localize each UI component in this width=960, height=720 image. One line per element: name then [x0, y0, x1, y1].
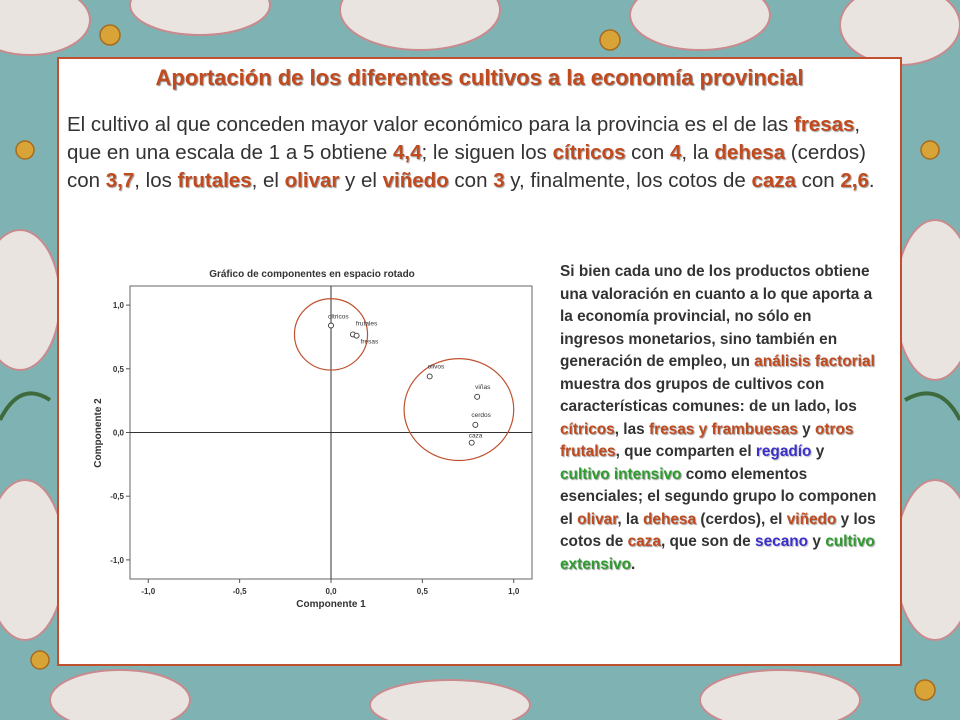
- y-tick-label: 0,5: [112, 364, 124, 374]
- x-axis-label: Componente 1: [296, 599, 366, 610]
- side-text: , que comparten el: [615, 443, 756, 460]
- intro-text: y el: [339, 169, 383, 192]
- intro-highlight: 3,7: [105, 169, 135, 192]
- data-point: [329, 323, 334, 328]
- side-highlight: viñedo: [786, 510, 837, 528]
- side-highlight: dehesa: [643, 510, 697, 528]
- y-tick-label: -1,0: [110, 555, 124, 565]
- component-plot: [87, 257, 537, 622]
- x-tick-label: -0,5: [232, 587, 247, 596]
- point-label: viñas: [475, 383, 491, 391]
- side-highlight: regadío: [755, 443, 812, 460]
- side-text: y los cotos de: [560, 510, 876, 550]
- intro-highlight: olivar: [284, 169, 340, 192]
- y-axis-label: Componente 2: [93, 398, 104, 468]
- intro-highlight: fresas: [794, 113, 855, 136]
- side-text: y: [811, 443, 825, 460]
- side-text: , la: [617, 510, 644, 528]
- side-text: muestra dos grupos de cultivos con características comunes: de un lado, los: [560, 375, 857, 415]
- data-point: [473, 422, 478, 427]
- side-text: y: [808, 533, 826, 550]
- side-highlight: secano: [755, 533, 809, 550]
- intro-text: con: [795, 169, 841, 192]
- data-point: [427, 374, 432, 379]
- intro-highlight: frutales: [177, 169, 252, 192]
- x-tick-label: 0,0: [325, 587, 337, 596]
- data-point: [475, 394, 480, 399]
- side-text: (cerdos), el: [696, 510, 787, 528]
- data-point: [469, 440, 474, 445]
- intro-text: .: [868, 169, 875, 192]
- intro-text: con: [625, 141, 670, 164]
- intro-highlight: dehesa: [714, 141, 786, 164]
- intro-text: , el: [251, 169, 285, 192]
- point-label: caza: [468, 432, 483, 440]
- intro-text: , la: [681, 141, 715, 164]
- x-tick-label: -1,0: [141, 587, 156, 596]
- intro-highlight: 4: [669, 141, 682, 164]
- side-text: .: [631, 555, 636, 573]
- side-highlight: cítricos: [560, 420, 615, 438]
- intro-text: y, finalmente, los cotos de: [504, 169, 752, 192]
- point-label: fresas: [360, 338, 379, 346]
- point-label: cítricos: [328, 313, 349, 321]
- intro-highlight: 2,6: [840, 169, 869, 192]
- chart-title: Gráfico de componentes en espacio rotado: [209, 269, 415, 280]
- content-card: [57, 57, 902, 666]
- side-highlight: olivar: [577, 510, 618, 528]
- point-label: frutales: [355, 320, 378, 328]
- data-point: [354, 333, 359, 338]
- side-text: y: [797, 420, 815, 438]
- intro-text: , que en una escala de 1 a 5 obtiene: [67, 113, 861, 164]
- y-tick-label: -0,5: [110, 492, 124, 502]
- intro-text: ; le siguen los: [421, 141, 553, 164]
- intro-highlight: 4,4: [393, 141, 422, 164]
- side-text: como elementos esenciales; el segundo grupo lo componen el: [560, 465, 877, 528]
- intro-paragraph: [67, 111, 892, 195]
- side-highlight: fresas y frambuesas: [648, 420, 798, 438]
- x-tick-label: 0,5: [416, 587, 428, 596]
- side-highlight: cultivo extensivo: [560, 533, 875, 573]
- side-highlight: caza: [627, 533, 661, 550]
- intro-highlight: cítricos: [552, 141, 626, 164]
- intro-text: (cerdos) con: [67, 141, 866, 192]
- intro-highlight: viñedo: [382, 169, 449, 192]
- intro-text: con: [448, 169, 494, 192]
- intro-text: , los: [134, 169, 178, 192]
- side-text: , que son de: [660, 533, 756, 550]
- intro-highlight: 3: [493, 169, 505, 192]
- side-highlight: análisis factorial: [754, 353, 875, 370]
- point-label: olivos: [427, 363, 445, 371]
- side-paragraph: [560, 261, 878, 576]
- x-tick-label: 1,0: [508, 587, 520, 596]
- y-tick-label: 0,0: [112, 428, 124, 438]
- slide-title: Aportación de los diferentes cultivos a la economía provincial: [155, 65, 804, 90]
- intro-highlight: caza: [751, 169, 796, 192]
- side-highlight: cultivo intensivo: [560, 465, 682, 483]
- side-text: , las: [614, 420, 649, 438]
- side-text: Si bien cada uno de los productos obtiene una valoración en cuanto a lo que aporta a la economía provincial, no sólo en ingresos monetarios, sino también en generación de empleo, un: [560, 263, 873, 370]
- intro-text: El cultivo al que conceden mayor valor económico para la provincia es el de las: [67, 113, 794, 136]
- side-highlight: otros frutales: [560, 420, 854, 460]
- point-label: cerdos: [471, 411, 491, 419]
- y-tick-label: 1,0: [112, 301, 124, 311]
